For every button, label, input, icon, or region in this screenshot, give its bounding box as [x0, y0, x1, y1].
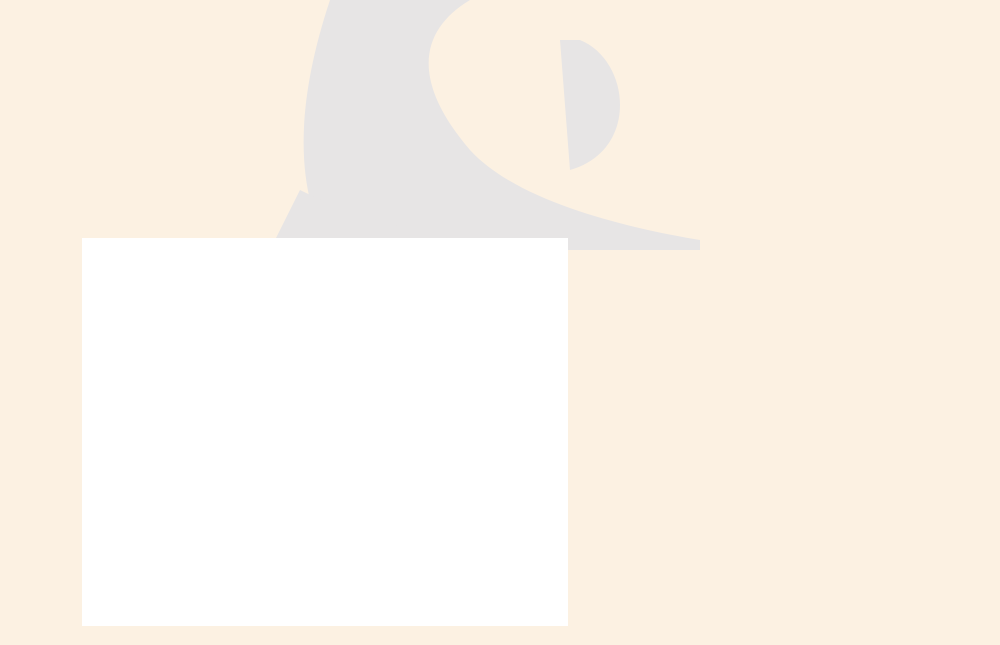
- figure-anode-characteristics: [82, 238, 568, 626]
- text-column-right: [682, 0, 974, 20]
- anode-characteristics-chart: [82, 238, 568, 626]
- formula: [682, 0, 974, 20]
